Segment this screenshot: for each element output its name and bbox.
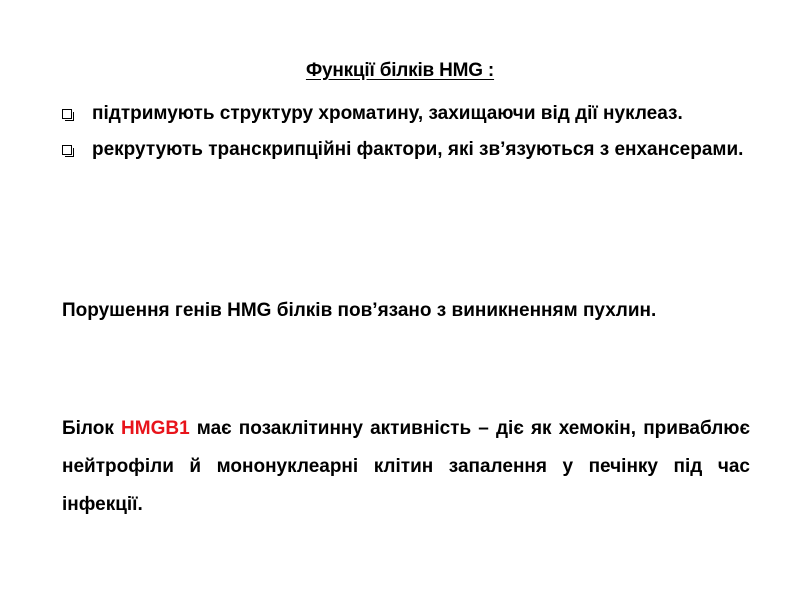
paragraph-prefix: Білок [62,418,122,439]
checkbox-square-icon [62,109,72,119]
list-item [62,132,750,168]
list-item [62,96,750,132]
paragraph-hmgb1 [62,410,750,524]
list-item-text: підтримують структуру хроматину, захищаючи від дії нуклеаз. [92,103,683,124]
function-list [62,96,750,168]
protein-name-highlight: HMGB1 [121,418,190,439]
slide-title: Функції білків HMG : [305,60,495,81]
checkbox-square-icon [62,145,72,155]
paragraph-mutations: Порушення генів HMG білків пов’язано з виникненням пухлин. [62,300,657,321]
list-item-text: рекрутують транскрипційні фактори, які зв’язуються з енхансерами. [92,139,744,160]
paragraph-suffix: має позаклітинну активність – діє як хемокін, приваблює нейтрофіли й мононуклеарні клітин запалення у печінку під час інфекції. [62,418,751,515]
